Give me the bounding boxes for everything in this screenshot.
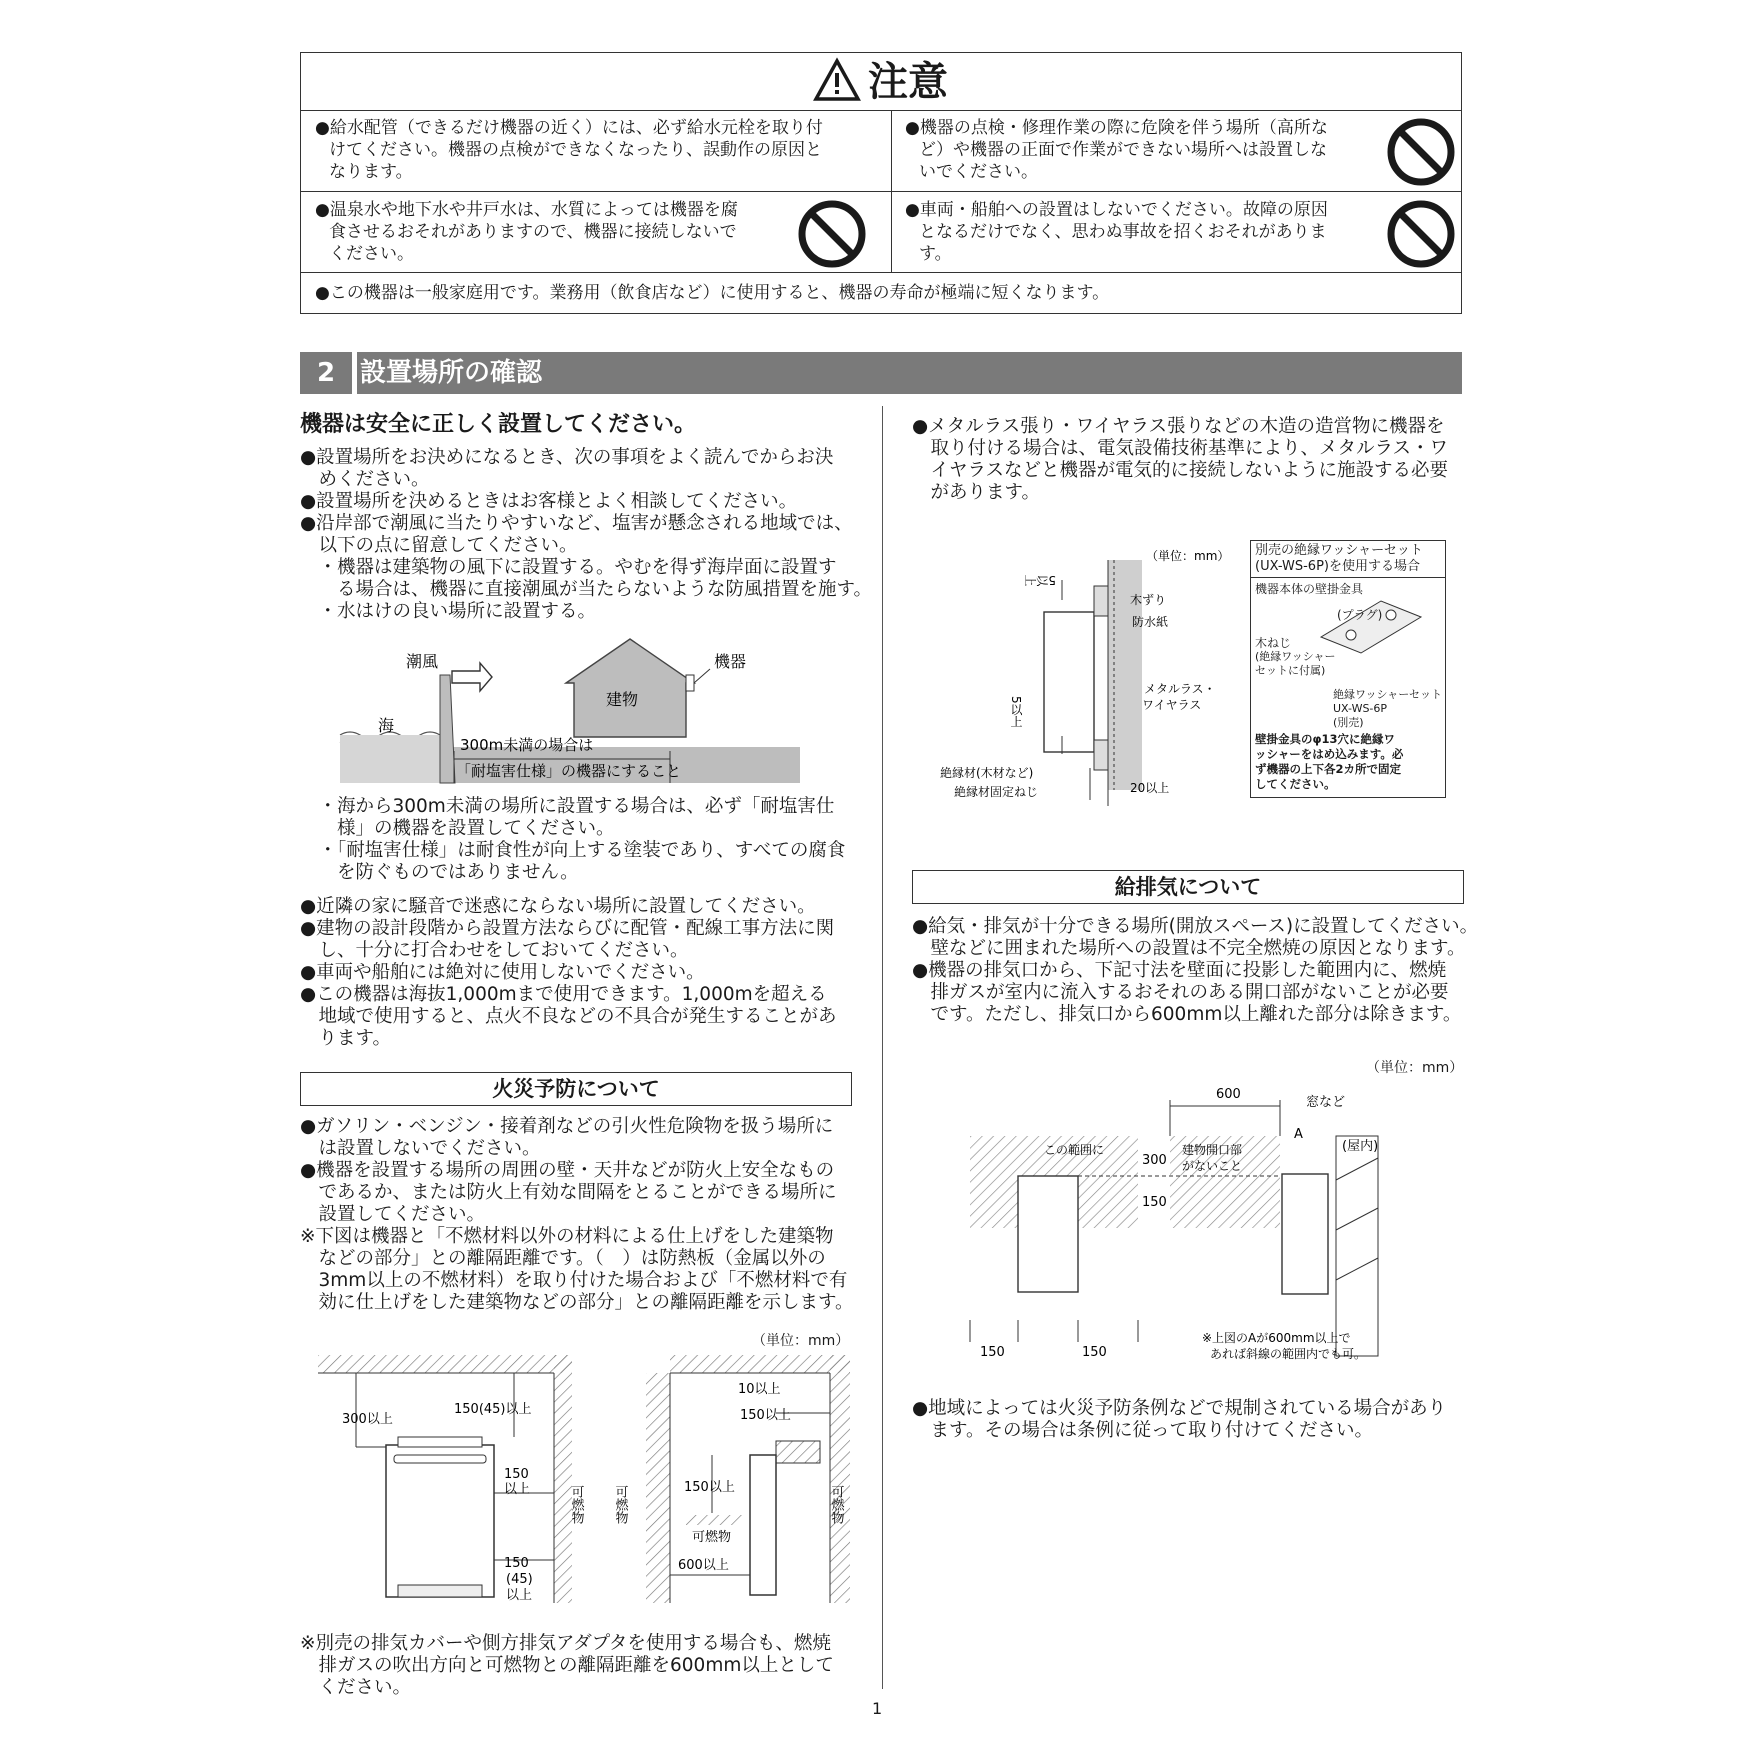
text-line: です。ただし、排気口から600mm以上離れた部分は除きます。 <box>912 1004 1462 1025</box>
text-line: ください。 <box>300 1677 412 1698</box>
caution-item-vehicles <box>905 199 1375 265</box>
text-line: ・「耐塩害仕様」は耐食性が向上する塗装であり、すべての腐食 <box>300 840 846 861</box>
spacing-label: 20以上 <box>1130 781 1170 795</box>
section-number: 2 <box>316 358 336 388</box>
text-line: ります。 <box>300 1028 392 1049</box>
text-line: ●建物の設計段階から設置方法ならびに配管・配線工事方法に関 <box>300 918 835 939</box>
bottom-gap-label: 5以上 <box>1009 696 1023 728</box>
fire-prevention-notes <box>300 1116 854 1314</box>
wind-label: 潮風 <box>406 652 439 671</box>
caution-header <box>301 53 1461 111</box>
washer-set-label: (別売) <box>1333 716 1364 729</box>
distance-label: 150 <box>1142 1195 1167 1210</box>
front-clearance-diagram <box>318 1355 590 1603</box>
side-clearance-label: 150以上 <box>740 1408 791 1423</box>
waterproof-paper-label: 防水紙 <box>1132 615 1169 629</box>
warning-triangle-icon <box>814 59 860 101</box>
box-heading: 別売の絶縁ワッシャーセット <box>1255 543 1423 558</box>
text-line: ●ガソリン・ベンジン・接着剤などの引火性危険物を扱う場所に <box>300 1116 834 1137</box>
washer-set-label: UX-WS-6P <box>1333 702 1388 715</box>
distance-note: 300m未満の場合は <box>460 736 594 754</box>
text-line: ※別売の排気カバーや側方排気アダプタを使用する場合も、燃焼 <box>300 1633 831 1654</box>
side-clearance-diagram <box>612 1355 850 1603</box>
box-note: ッシャーをはめ込みます。必 <box>1255 747 1404 761</box>
column-divider <box>882 406 883 1689</box>
metal-lath-label: メタルラス・ <box>1144 682 1216 696</box>
unit-label: （単位：mm） <box>1146 549 1230 563</box>
text-line: があります。 <box>912 482 1041 503</box>
text-line: ●この機器は海抜1,000mまで使用できます。1,000mを超える <box>300 984 827 1005</box>
divider <box>301 191 1461 192</box>
text-line: ●給水配管（できるだけ機器の近く）には、必ず給水元栓を取り付 <box>315 118 823 138</box>
installation-notes <box>300 447 872 623</box>
metal-lath-notes <box>912 416 1448 504</box>
wire-lath-label: ワイヤラス <box>1142 698 1202 712</box>
text-line: ●地域によっては火災予防条例などで規制されている場合があり <box>912 1398 1447 1419</box>
text-line: ●沿岸部で潮風に当たりやすいなど、塩害が懸念される地域では、 <box>300 513 853 534</box>
general-notes <box>300 896 837 1050</box>
text-line: ●メタルラス張り・ワイヤラス張りなどの木造の造営物に機器を <box>912 416 1445 437</box>
side-clearance-label: 150 <box>504 1467 529 1482</box>
text-line: 効に仕上げをした建築物などの部分」との離隔距離を示します。 <box>300 1292 854 1313</box>
side-clearance-label: 以上 <box>504 1482 531 1497</box>
device-label: 機器 <box>714 652 747 671</box>
text-line: ●機器を設置する場所の周囲の壁・天井などが防火上安全なもの <box>300 1160 835 1181</box>
wood-screw-label: 木ねじ <box>1255 636 1292 650</box>
text-line: ください。 <box>329 244 414 264</box>
text-line: ●温泉水や地下水や井戸水は、水質によっては機器を腐 <box>315 200 738 220</box>
distance-label: 150 <box>1082 1345 1107 1360</box>
text-line: となるだけでなく、思わぬ事故を招くおそれがありま <box>919 222 1327 242</box>
text-line: ※下図は機器と「不燃材料以外の材料による仕上げをした建築物 <box>300 1226 834 1247</box>
divider <box>301 272 1461 273</box>
section-title: 設置場所の確認 <box>360 358 543 388</box>
text-line: けてください。機器の点検ができなくなったり、誤動作の原因と <box>329 140 822 160</box>
box-note: してください。 <box>1255 777 1336 791</box>
opening-label: がないこと <box>1182 1159 1243 1173</box>
caution-item-household-use <box>315 282 1445 304</box>
top-clearance-label: 10以上 <box>738 1382 781 1397</box>
lath-strip-label: 木ずり <box>1130 593 1167 607</box>
caution-title <box>301 53 1461 111</box>
box-note: 壁掛金具のφ13穴に絶縁ワ <box>1255 732 1395 746</box>
range-label: この範囲に <box>1044 1143 1105 1157</box>
washer-set-label: 絶縁ワッシャーセット <box>1333 688 1443 701</box>
prohibition-icon <box>1386 117 1456 187</box>
wall-bracket-label: 機器本体の壁掛金具 <box>1255 582 1364 596</box>
caution-item-hot-spring-water <box>315 199 785 265</box>
top-gap-label: 5以上 <box>1024 573 1056 587</box>
combustible-label: 可燃物 <box>828 1485 844 1524</box>
text-line: 地域で使用すると、点火不良などの不具合が発生することがあ <box>300 1006 837 1027</box>
text-line: ●設置場所を決めるときはお客様とよく相談してください。 <box>300 491 798 512</box>
range-note: あれば斜線の範囲内でも可。 <box>1210 1347 1367 1361</box>
prohibition-icon <box>797 199 867 269</box>
text-line: 以下の点に留意してください。 <box>300 535 578 556</box>
indoor-label: (屋内) <box>1342 1139 1379 1154</box>
distance-label: 150 <box>980 1345 1005 1360</box>
prohibition-icon <box>1386 199 1456 269</box>
text-line: 様」の機器を設置してください。 <box>300 818 615 839</box>
bottom-clearance-label: (45) <box>506 1572 533 1587</box>
exhaust-range-diagram <box>970 1080 1380 1380</box>
sea-label: 海 <box>378 716 395 735</box>
text-line: めください。 <box>300 469 430 490</box>
text-line: を防ぐものではありません。 <box>300 862 579 883</box>
divider <box>352 352 357 394</box>
caution-title-text: 注意 <box>868 59 948 105</box>
section-header <box>300 352 1462 394</box>
text-line: であるか、または防火上有効な間隔をとることができる場所に <box>300 1182 837 1203</box>
salt-notes <box>300 796 845 884</box>
unit-label: （単位：mm） <box>1366 1060 1464 1076</box>
text-line: イヤラスなどと機器が電気的に接続しないように施設する必要 <box>912 460 1448 481</box>
regulation-note <box>912 1398 1446 1442</box>
top-clearance-alt-label: 150(45)以上 <box>454 1402 532 1417</box>
plug-label: (プラグ) <box>1337 608 1383 622</box>
wood-screw-label: セットに付属) <box>1255 664 1326 677</box>
text-line: 設置してください。 <box>300 1204 486 1225</box>
caution-item-maintenance <box>905 117 1375 183</box>
text-line: などの部分」との離隔距離です。（ ）は防熱板（金属以外の <box>300 1248 826 1269</box>
page-number: 1 <box>872 1699 883 1718</box>
text-line: ●近隣の家に騒音で迷惑にならない場所に設置してください。 <box>300 896 816 917</box>
divider <box>891 111 892 272</box>
coastal-installation-diagram <box>340 625 800 783</box>
window-label: 窓など <box>1306 1095 1346 1110</box>
opening-label: 建物開口部 <box>1182 1143 1243 1157</box>
text-line: ●設置場所をお決めになるとき、次の事項をよく読んでからお決 <box>300 447 834 468</box>
box-note: ず機器の上下各2カ所で固定 <box>1255 762 1402 776</box>
text-line: なります。 <box>329 162 413 182</box>
text-line: ●この機器は一般家庭用です。業務用（飲食店など）に使用すると、機器の寿命が極端に短くなります。 <box>315 283 1110 303</box>
text-line: ます。その場合は条例に従って取り付けてください。 <box>912 1420 1374 1441</box>
combustible-label: 可燃物 <box>692 1530 732 1545</box>
text-line: 壁などに囲まれた場所への設置は不完全燃焼の原因となります。 <box>912 938 1466 959</box>
metal-lath-installation-diagram <box>940 540 1240 810</box>
fire-prevention-heading: 火災予防について <box>300 1072 852 1106</box>
dimension-a-label: A <box>1294 1127 1303 1142</box>
wall-bracket-drawing <box>1311 597 1441 657</box>
unit-label: （単位：mm） <box>752 1333 850 1349</box>
text-line: ・機器は建築物の風下に設置する。やむを得ず海岸面に設置す <box>300 557 837 578</box>
text-line: ●機器の点検・修理作業の際に危険を伴う場所（高所な <box>905 118 1328 138</box>
box-heading: (UX-WS-6P)を使用する場合 <box>1255 559 1420 574</box>
ventilation-notes <box>912 916 1478 1026</box>
front-clearance-label: 600以上 <box>678 1558 729 1573</box>
combustible-label: 可燃物 <box>612 1485 628 1524</box>
text-line: 3mm以上の不燃材料）を取り付けた場合および「不燃材料で有 <box>300 1270 848 1291</box>
text-line: ●機器の排気口から、下記寸法を壁面に投影した範囲内に、燃焼 <box>912 960 1447 981</box>
insulator-screw-label: 絶縁材固定ねじ <box>954 785 1039 799</box>
wood-screw-label: (絶縁ワッシャー <box>1255 650 1336 663</box>
caution-item-water-valve <box>315 117 885 183</box>
text-line: は設置しないでください。 <box>300 1138 541 1159</box>
bottom-clearance-label: 以上 <box>506 1588 533 1603</box>
text-line: 排ガスの吹出方向と可燃物との離隔距離を600mm以上として <box>300 1655 834 1676</box>
text-line: ・海から300m未満の場所に設置する場合は、必ず「耐塩害仕 <box>300 796 835 817</box>
text-line: ●車両・船舶への設置はしないでください。故障の原因 <box>905 200 1328 220</box>
caution-box <box>300 52 1462 314</box>
ventilation-heading: 給排気について <box>912 870 1464 904</box>
salt-spec-note: 「耐塩害仕様」の機器にすること <box>456 762 682 780</box>
top-clearance-label: 300以上 <box>342 1412 393 1427</box>
text-line: いでください。 <box>919 162 1038 182</box>
exhaust-note <box>300 1633 834 1699</box>
range-note: ※上図のAが600mm以上で <box>1202 1331 1351 1345</box>
text-line: ・水はけの良い場所に設置する。 <box>300 601 597 622</box>
text-line: 排ガスが室内に流入するおそれのある開口部がないことが必要 <box>912 982 1449 1003</box>
text-line: 食させるおそれがありますので、機器に接続しないで <box>329 222 737 242</box>
text-line: る場合は、機器に直接潮風が当たらないような防風措置を施す。 <box>300 579 873 600</box>
text-line: し、十分に打合わせをしておいてください。 <box>300 940 689 961</box>
text-line: ど）や機器の正面で作業ができない場所へは設置しな <box>919 140 1327 160</box>
text-line: ●車両や船舶には絶対に使用しないでください。 <box>300 962 705 983</box>
text-line: す。 <box>919 244 952 264</box>
text-line: ●給気・排気が十分できる場所(開放スペース)に設置してください。 <box>912 916 1479 937</box>
combustible-label: 可燃物 <box>568 1485 584 1524</box>
left-heading: 機器は安全に正しく設置してください。 <box>300 412 697 437</box>
washer-set-box <box>1250 540 1446 798</box>
building-label: 建物 <box>606 690 639 709</box>
distance-label: 300 <box>1142 1153 1167 1168</box>
distance-label: 600 <box>1216 1087 1241 1102</box>
bottom-clearance-label: 150 <box>504 1556 529 1571</box>
below-clearance-label: 150以上 <box>684 1480 735 1495</box>
text-line: 取り付ける場合は、電気設備技術基準により、メタルラス・ワ <box>912 438 1448 459</box>
insulator-label: 絶縁材(木材など) <box>940 766 1034 780</box>
